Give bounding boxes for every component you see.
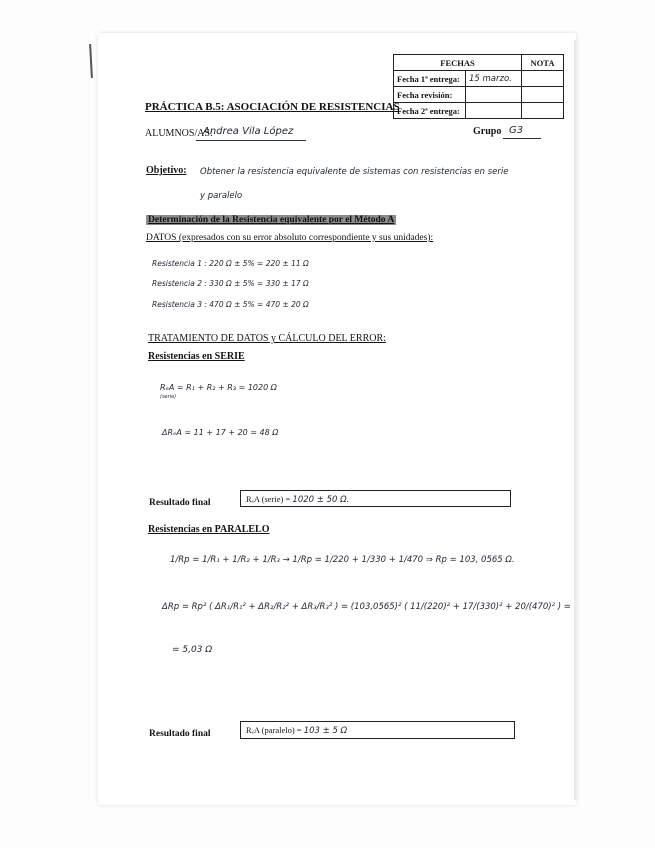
req-serie-subscript: (serie) <box>160 394 177 400</box>
pen-mark <box>89 44 93 78</box>
resultado-serie-prefix: RₑA (serie) = <box>246 494 291 504</box>
rp-formula: 1/Rp = 1/R₁ + 1/R₂ + 1/R₃ → 1/Rp = 1/220 + 1/330 + 1/470 ⇒ Rp = 103, 0565 Ω. <box>170 555 515 565</box>
drp-formula: ΔRp = Rp² ( ΔR₁/R₁² + ΔR₂/R₂² + ΔR₃/R₃² ) = (103,0565)² ( 11/(220)² + 17/(330)² + 20/(470)² ) = <box>162 602 571 612</box>
fechas-row <box>394 71 564 87</box>
drp-result: = 5,03 Ω <box>172 645 213 655</box>
section-metodo-a: Determinación de la Resistencia equivalente por el Método A <box>148 215 395 225</box>
grupo-value: G3 <box>509 125 524 136</box>
tratamiento-heading: TRATAMIENTO DE DATOS y CÁLCULO DEL ERROR: <box>148 333 386 344</box>
fechas-header-row <box>394 55 564 71</box>
alumnos-underline <box>196 140 306 141</box>
paralelo-heading: Resistencias en PARALELO <box>148 524 270 535</box>
fecha-value <box>466 87 522 103</box>
resultado-paralelo-value: 103 ± 5 Ω <box>303 726 348 736</box>
fechas-table <box>393 54 564 119</box>
req-serie-formula: RₑA = R₁ + R₂ + R₃ = 1020 Ω <box>160 383 277 392</box>
page-title: PRÁCTICA B.5: ASOCIACIÓN DE RESISTENCIAS <box>145 101 400 113</box>
fecha-value <box>466 103 522 119</box>
fecha-value: 15 marzo. <box>466 71 522 87</box>
nota-cell <box>522 71 564 87</box>
resultado-serie-value: 1020 ± 50 Ω. <box>292 495 350 505</box>
fechas-row <box>394 103 564 119</box>
alumno-name: Andrea Vila López <box>203 126 294 137</box>
objetivo-label: Objetivo: <box>146 165 187 176</box>
resultado-paralelo <box>246 725 347 736</box>
resistencia-3: Resistencia 3 : 470 Ω ± 5% = 470 ± 20 Ω <box>152 300 309 309</box>
fecha-label: Fecha 1ª entrega: <box>394 71 466 87</box>
resultado-serie <box>246 494 349 505</box>
nota-header: NOTA <box>522 55 564 71</box>
resultado-final-label: Resultado final <box>149 498 211 508</box>
fechas-row <box>394 87 564 103</box>
resistencia-2: Resistencia 2 : 330 Ω ± 5% = 330 ± 17 Ω <box>152 279 309 288</box>
document-page <box>98 33 576 805</box>
resultado-paralelo-prefix: RₑA (paralelo) = <box>246 725 302 735</box>
fechas-header: FECHAS <box>394 55 522 71</box>
page-edge-shadow <box>574 40 580 800</box>
nota-cell <box>522 103 564 119</box>
nota-cell <box>522 87 564 103</box>
dreq-serie-formula: ΔRₑA = 11 + 17 + 20 = 48 Ω <box>162 428 279 437</box>
datos-heading: DATOS (expresados con su error absoluto correspondiente y sus unidades): <box>146 233 434 243</box>
grupo-label: Grupo <box>473 126 502 137</box>
objetivo-text-line1: Obtener la resistencia equivalente de sistemas con resistencias en serie <box>200 167 509 177</box>
fecha-label: Fecha revisión: <box>394 87 466 103</box>
serie-heading: Resistencias en SERIE <box>148 351 245 362</box>
objetivo-text-line2: y paralelo <box>200 191 243 201</box>
resultado-final-label-paralelo: Resultado final <box>149 729 211 739</box>
resistencia-1: Resistencia 1 : 220 Ω ± 5% = 220 ± 11 Ω <box>152 259 309 268</box>
fecha-label: Fecha 2ª entrega: <box>394 103 466 119</box>
alumnos-label: ALUMNOS/AS: <box>145 128 213 139</box>
grupo-underline <box>503 138 541 139</box>
